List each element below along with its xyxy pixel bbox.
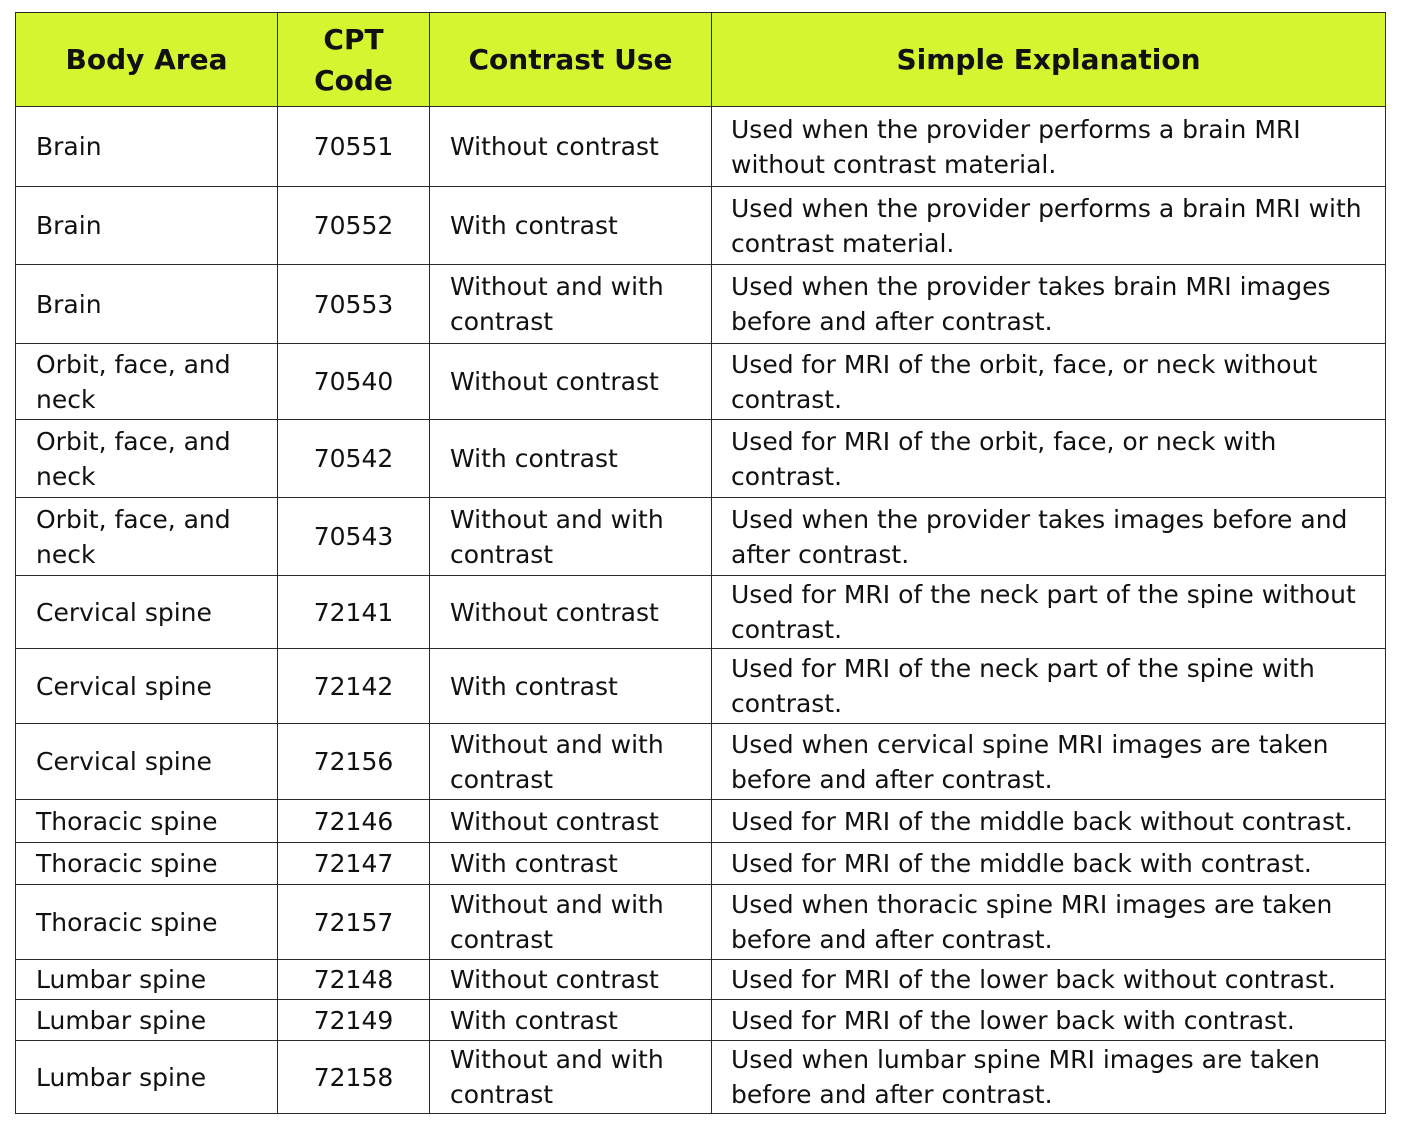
cell-cpt-code: 70540	[278, 344, 430, 420]
cell-cpt-code: 72142	[278, 649, 430, 724]
cell-contrast-use: With contrast	[430, 187, 712, 265]
cell-explanation: Used for MRI of the middle back with contrast.	[712, 843, 1386, 885]
cell-contrast-use: Without and with contrast	[430, 1041, 712, 1114]
cell-body-area: Cervical spine	[16, 649, 278, 724]
cell-contrast-use: Without and with contrast	[430, 885, 712, 960]
cell-contrast-use: With contrast	[430, 420, 712, 498]
cell-cpt-code: 70543	[278, 498, 430, 576]
cell-explanation: Used for MRI of the lower back with contrast.	[712, 1000, 1386, 1041]
table-row	[16, 576, 1386, 649]
cell-explanation: Used when the provider takes images before and after contrast.	[712, 498, 1386, 576]
cell-body-area: Thoracic spine	[16, 843, 278, 885]
header-body-area: Body Area	[16, 13, 278, 107]
cell-contrast-use: With contrast	[430, 843, 712, 885]
cell-explanation: Used when the provider performs a brain MRI with contrast material.	[712, 187, 1386, 265]
table-row	[16, 885, 1386, 960]
cell-cpt-code: 72157	[278, 885, 430, 960]
cell-contrast-use: Without contrast	[430, 800, 712, 843]
table-row	[16, 649, 1386, 724]
header-simple-explanation: Simple Explanation	[712, 13, 1386, 107]
cell-explanation: Used for MRI of the lower back without contrast.	[712, 960, 1386, 1000]
cell-cpt-code: 72156	[278, 724, 430, 800]
cell-explanation: Used for MRI of the neck part of the spine with contrast.	[712, 649, 1386, 724]
cell-body-area: Brain	[16, 265, 278, 344]
cell-contrast-use: Without contrast	[430, 344, 712, 420]
table-row	[16, 843, 1386, 885]
table-row	[16, 107, 1386, 187]
cell-body-area: Lumbar spine	[16, 960, 278, 1000]
table-row	[16, 265, 1386, 344]
cell-cpt-code: 70551	[278, 107, 430, 187]
cpt-code-table	[15, 12, 1386, 1114]
table-body	[16, 107, 1386, 1114]
cell-explanation: Used for MRI of the orbit, face, or neck with contrast.	[712, 420, 1386, 498]
table-row	[16, 498, 1386, 576]
header-contrast-use: Contrast Use	[430, 13, 712, 107]
cell-cpt-code: 72146	[278, 800, 430, 843]
cell-body-area: Thoracic spine	[16, 800, 278, 843]
cell-contrast-use: Without and with contrast	[430, 724, 712, 800]
table-row	[16, 187, 1386, 265]
cell-contrast-use: Without and with contrast	[430, 265, 712, 344]
cell-cpt-code: 72147	[278, 843, 430, 885]
cell-explanation: Used when thoracic spine MRI images are taken before and after contrast.	[712, 885, 1386, 960]
cell-body-area: Lumbar spine	[16, 1000, 278, 1041]
cell-cpt-code: 70553	[278, 265, 430, 344]
header-row	[16, 13, 1386, 107]
cell-explanation: Used when lumbar spine MRI images are taken before and after contrast.	[712, 1041, 1386, 1114]
cell-explanation: Used for MRI of the middle back without contrast.	[712, 800, 1386, 843]
cell-body-area: Brain	[16, 187, 278, 265]
cell-contrast-use: Without contrast	[430, 576, 712, 649]
cell-contrast-use: With contrast	[430, 649, 712, 724]
cell-body-area: Brain	[16, 107, 278, 187]
header-cpt-code: CPT Code	[278, 13, 430, 107]
cell-body-area: Orbit, face, and neck	[16, 344, 278, 420]
table-row	[16, 344, 1386, 420]
cell-cpt-code: 72158	[278, 1041, 430, 1114]
cell-cpt-code: 70552	[278, 187, 430, 265]
cell-explanation: Used when the provider performs a brain MRI without contrast material.	[712, 107, 1386, 187]
cell-body-area: Thoracic spine	[16, 885, 278, 960]
cell-contrast-use: With contrast	[430, 1000, 712, 1041]
cell-cpt-code: 72149	[278, 1000, 430, 1041]
cell-body-area: Lumbar spine	[16, 1041, 278, 1114]
cell-body-area: Orbit, face, and neck	[16, 498, 278, 576]
cell-contrast-use: Without contrast	[430, 107, 712, 187]
cell-cpt-code: 70542	[278, 420, 430, 498]
cell-body-area: Cervical spine	[16, 724, 278, 800]
cell-body-area: Cervical spine	[16, 576, 278, 649]
table-row	[16, 724, 1386, 800]
cell-contrast-use: Without and with contrast	[430, 498, 712, 576]
cell-explanation: Used for MRI of the neck part of the spine without contrast.	[712, 576, 1386, 649]
cell-explanation: Used when cervical spine MRI images are taken before and after contrast.	[712, 724, 1386, 800]
cell-explanation: Used when the provider takes brain MRI images before and after contrast.	[712, 265, 1386, 344]
table-row	[16, 1000, 1386, 1041]
table-row	[16, 420, 1386, 498]
cell-contrast-use: Without contrast	[430, 960, 712, 1000]
cell-cpt-code: 72141	[278, 576, 430, 649]
cell-explanation: Used for MRI of the orbit, face, or neck without contrast.	[712, 344, 1386, 420]
table-row	[16, 1041, 1386, 1114]
table-row	[16, 960, 1386, 1000]
cell-body-area: Orbit, face, and neck	[16, 420, 278, 498]
cell-cpt-code: 72148	[278, 960, 430, 1000]
cpt-table-container	[15, 12, 1386, 1114]
table-row	[16, 800, 1386, 843]
table-header	[16, 13, 1386, 107]
